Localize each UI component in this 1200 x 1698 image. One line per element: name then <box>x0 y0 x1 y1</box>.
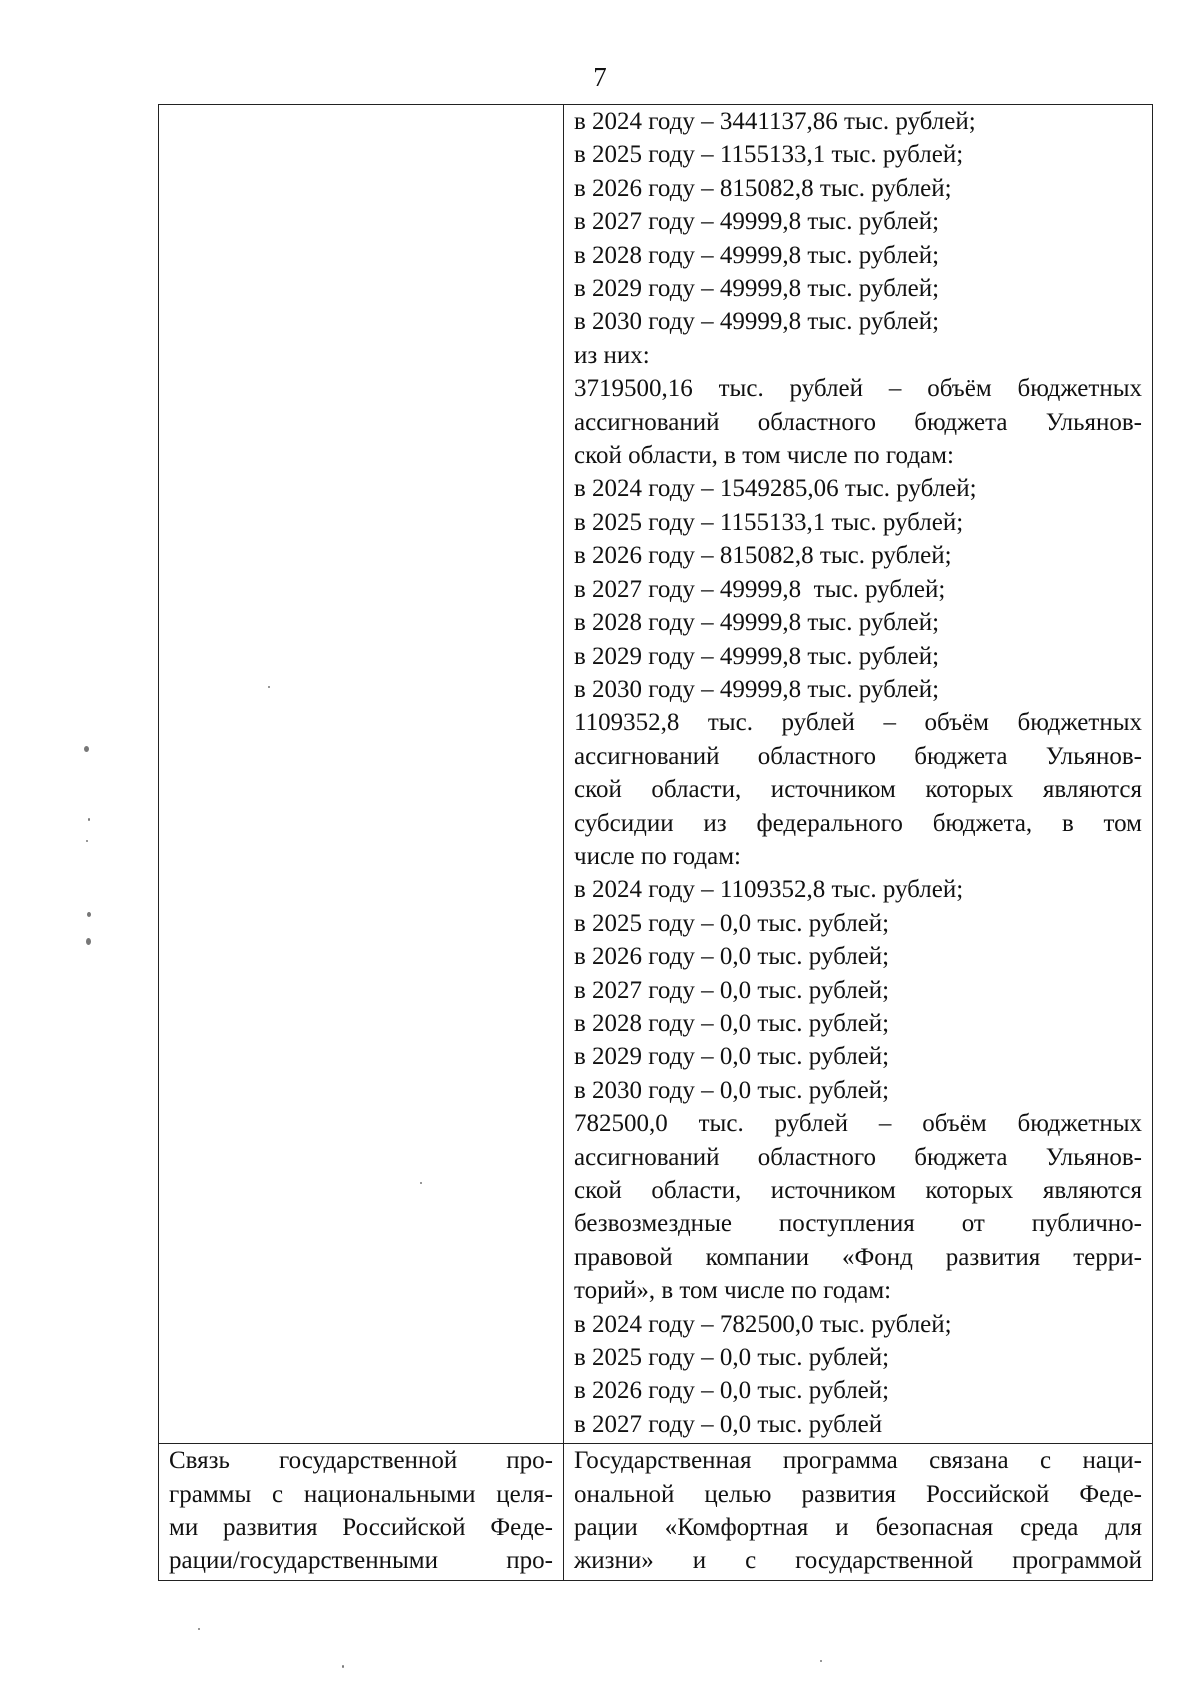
national-goals-value-line: жизни» и с государственной программой <box>574 1547 1142 1575</box>
fund-transfer-paragraph: 782500,0 тыс. рублей – объём бюджетных <box>574 1110 1142 1138</box>
regional-budget-paragraph: ассигнований областного бюджета Ульянов- <box>574 408 1142 436</box>
regional-year-line: в 2024 году – 1549285,06 тыс. рублей; <box>574 475 977 503</box>
fund-transfer-paragraph: ской области, источником которых являются <box>574 1177 1142 1204</box>
scan-speck <box>820 1660 822 1662</box>
table-row-financing <box>159 105 1153 1444</box>
fund-year-line: в 2026 году – 0,0 тыс. рублей; <box>574 1377 890 1405</box>
federal-year-line: в 2030 году – 0,0 тыс. рублей; <box>574 1076 890 1104</box>
scan-speck <box>198 1628 200 1630</box>
national-goals-label-line: граммы с национальными целя- <box>169 1480 553 1508</box>
regional-year-line: в 2029 году – 49999,8 тыс. рублей; <box>574 642 940 670</box>
scan-speck <box>268 686 270 688</box>
federal-year-line: в 2024 году – 1109352,8 тыс. рублей; <box>574 876 964 904</box>
national-goals-value-cell <box>564 1444 1153 1581</box>
page-number: 7 <box>593 62 607 92</box>
total-year-line: в 2027 году – 49999,8 тыс. рублей; <box>574 208 940 236</box>
fund-year-line: в 2024 году – 782500,0 тыс. рублей; <box>574 1310 952 1338</box>
financing-values-cell <box>564 105 1153 1444</box>
table-row-national-goals <box>159 1444 1153 1581</box>
national-goals-value-line: Государственная программа связана с наци- <box>574 1447 1142 1475</box>
passport-table <box>158 104 1153 1581</box>
federal-year-line: в 2028 году – 0,0 тыс. рублей; <box>574 1009 890 1037</box>
federal-year-line: в 2029 году – 0,0 тыс. рублей; <box>574 1043 890 1071</box>
regional-year-line: в 2026 году – 815082,8 тыс. рублей; <box>574 542 952 570</box>
federal-subsidy-paragraph: субсидии из федерального бюджета, в том <box>574 809 1142 837</box>
national-goals-value-line: ональной целью развития Российской Феде- <box>574 1480 1142 1508</box>
regional-year-line: в 2030 году – 49999,8 тыс. рублей; <box>574 675 940 703</box>
regional-year-line: в 2025 году – 1155133,1 тыс. рублей; <box>574 508 964 536</box>
of-them-label: из них: <box>574 341 650 369</box>
total-year-line: в 2030 году – 49999,8 тыс. рублей; <box>574 308 940 336</box>
total-year-line: в 2026 году – 815082,8 тыс. рублей; <box>574 174 952 202</box>
total-year-line: в 2025 году – 1155133,1 тыс. рублей; <box>574 141 964 169</box>
financing-label-cell <box>159 105 564 1444</box>
scan-speck <box>87 912 91 917</box>
national-goals-label-line: ми развития Российской Феде- <box>169 1514 553 1542</box>
fund-transfer-paragraph: правовой компании «Фонд развития терри- <box>574 1243 1142 1271</box>
scan-speck <box>88 818 90 821</box>
regional-year-line: в 2028 году – 49999,8 тыс. рублей; <box>574 609 940 637</box>
regional-budget-paragraph: ской области, в том числе по годам: <box>574 442 954 470</box>
federal-year-line: в 2026 году – 0,0 тыс. рублей; <box>574 943 890 971</box>
scan-speck <box>84 746 89 752</box>
federal-year-line: в 2027 году – 0,0 тыс. рублей; <box>574 976 890 1004</box>
scan-speck <box>342 1665 344 1668</box>
total-year-line: в 2029 году – 49999,8 тыс. рублей; <box>574 275 940 303</box>
fund-year-line: в 2027 году – 0,0 тыс. рублей <box>574 1410 883 1438</box>
regional-budget-paragraph: 3719500,16 тыс. рублей – объём бюджетных <box>574 375 1142 403</box>
total-year-line: в 2028 году – 49999,8 тыс. рублей; <box>574 241 940 269</box>
regional-year-line: в 2027 году – 49999,8 тыс. рублей; <box>574 575 946 603</box>
national-goals-value-line: рации «Комфортная и безопасная среда для <box>574 1514 1142 1542</box>
fund-year-line: в 2025 году – 0,0 тыс. рублей; <box>574 1344 890 1372</box>
fund-transfer-paragraph: безвозмездные поступления от публично- <box>574 1210 1142 1238</box>
total-year-line: в 2024 году – 3441137,86 тыс. рублей; <box>574 108 976 135</box>
national-goals-label-cell <box>159 1444 564 1581</box>
scan-speck <box>420 1182 422 1184</box>
fund-transfer-paragraph: ассигнований областного бюджета Ульянов- <box>574 1143 1142 1171</box>
fund-transfer-paragraph: торий», в том числе по годам: <box>574 1277 892 1305</box>
scan-speck <box>86 840 88 842</box>
national-goals-label-line: рации/государственными про- <box>169 1547 553 1575</box>
federal-subsidy-paragraph: числе по годам: <box>574 842 741 870</box>
federal-subsidy-paragraph: ассигнований областного бюджета Ульянов- <box>574 742 1142 770</box>
federal-subsidy-paragraph: 1109352,8 тыс. рублей – объём бюджетных <box>574 709 1142 737</box>
federal-year-line: в 2025 году – 0,0 тыс. рублей; <box>574 909 890 937</box>
federal-subsidy-paragraph: ской области, источником которых являются <box>574 776 1142 804</box>
scan-speck <box>86 938 91 945</box>
national-goals-label-line: Связь государственной про- <box>169 1447 553 1475</box>
